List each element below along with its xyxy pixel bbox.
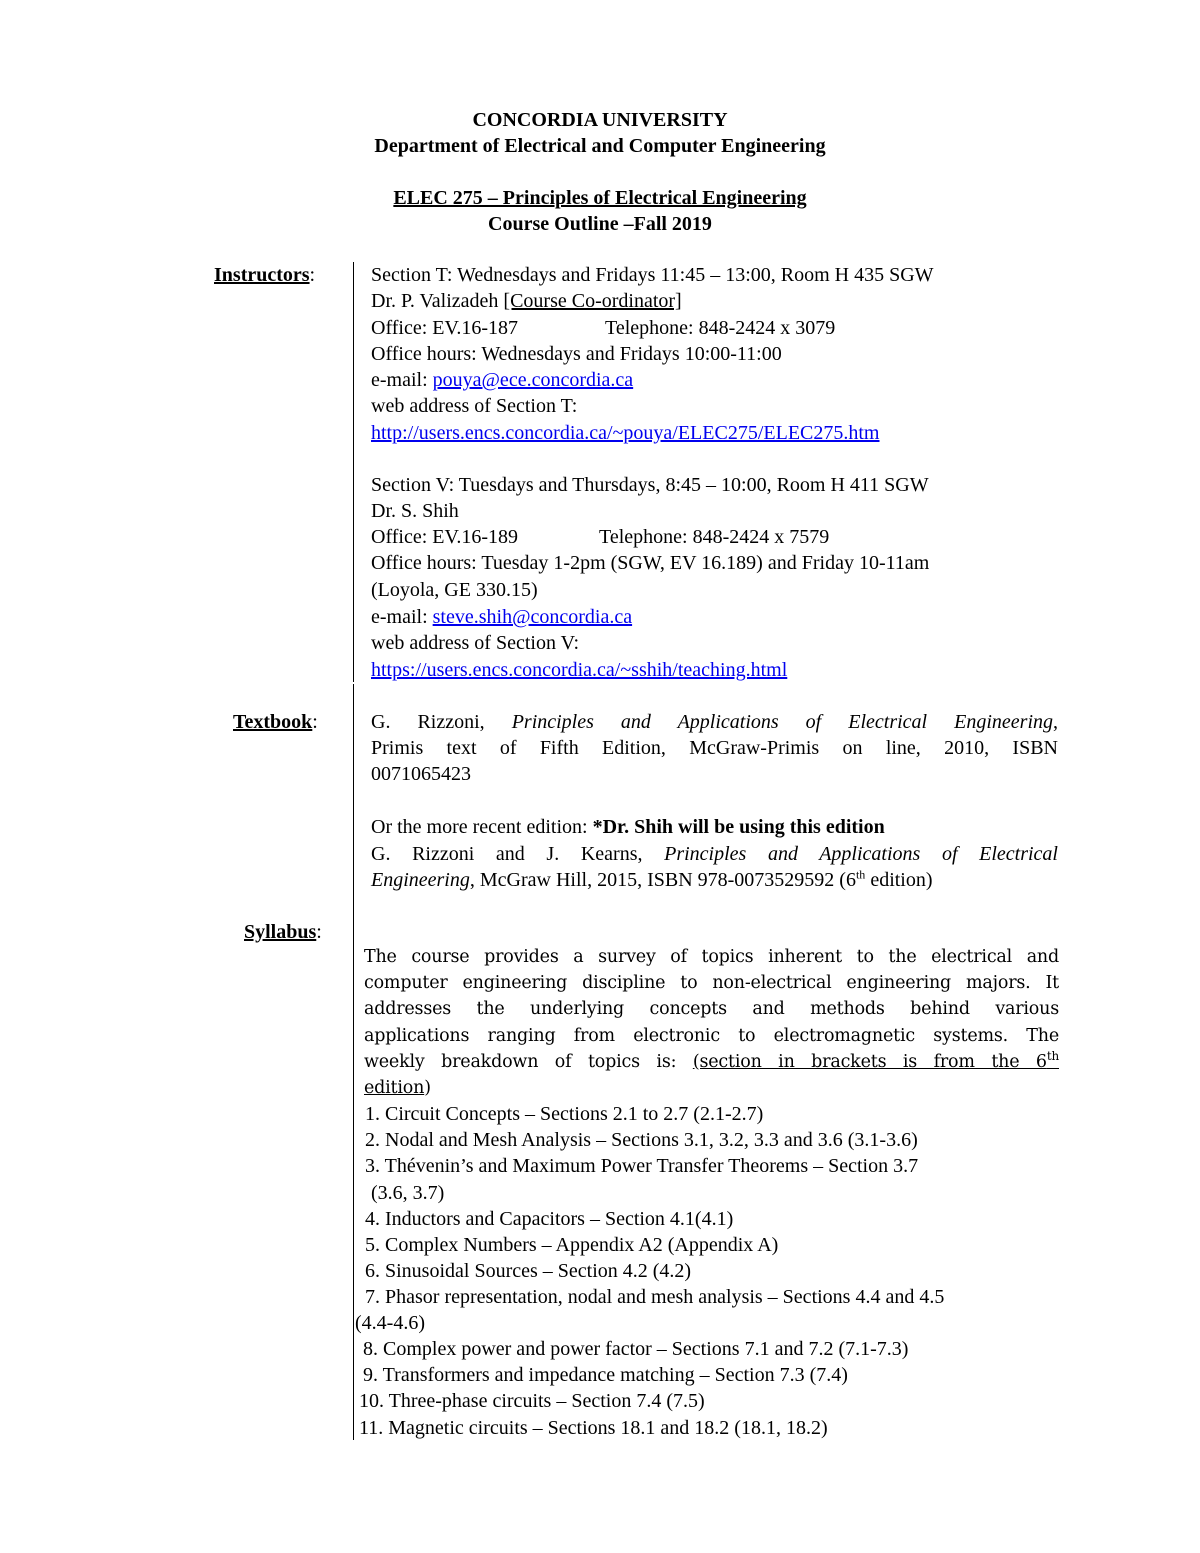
course-title: ELEC 275 – Principles of Electrical Engineering	[393, 187, 807, 209]
section-v-email-link[interactable]: steve.shih@concordia.ca	[432, 606, 633, 628]
syllabus-topic: 9. Transformers and impedance matching – Section 7.3 (7.4)	[363, 1364, 848, 1386]
section-v-office-hours-location: (Loyola, GE 330.15)	[371, 579, 538, 601]
syllabus-topic-continuation: (4.4-4.6)	[355, 1312, 425, 1334]
section-t-web-label: web address of Section T:	[371, 395, 578, 417]
section-v-telephone: Telephone: 848-2424 x 7579	[599, 526, 830, 548]
syllabus-topic: 2. Nodal and Mesh Analysis – Sections 3.1, 3.2, 3.3 and 3.6 (3.1-3.6)	[365, 1129, 918, 1151]
syllabus-topic: 5. Complex Numbers – Appendix A2 (Appendix A)	[365, 1234, 779, 1256]
textbook-alternative-intro: Or the more recent edition: *Dr. Shih will be using this edition	[371, 816, 885, 838]
syllabus-topic-continuation: (3.6, 3.7)	[371, 1182, 445, 1204]
section-v-schedule: Section V: Tuesdays and Thursdays, 8:45 – 10:00, Room H 411 SGW	[371, 474, 929, 496]
syllabus-topic: 4. Inductors and Capacitors – Section 4.1(4.1)	[365, 1208, 734, 1230]
university-name: CONCORDIA UNIVERSITY	[472, 109, 728, 131]
textbook-alternative: G. Rizzoni and J. Kearns, Principles and Applications of Electrical Engineering, McGraw Hill, 2015, ISBN 978-0073529592 (6th edition)	[371, 843, 1058, 892]
section-t-office: Office: EV.16-187	[371, 317, 519, 339]
content-divider	[353, 684, 354, 1440]
syllabus-topic: 6. Sinusoidal Sources – Section 4.2 (4.2)	[365, 1260, 692, 1282]
course-coordinator-role: [Course Co-ordinator]	[503, 290, 682, 312]
syllabus-label: Syllabus:	[244, 921, 322, 943]
textbook-label: Textbook:	[233, 711, 318, 733]
section-t-web-link[interactable]: http://users.encs.concordia.ca/~pouya/ELEC275/ELEC275.htm	[371, 422, 880, 444]
section-v-office: Office: EV.16-189	[371, 526, 519, 548]
syllabus-topic: 1. Circuit Concepts – Sections 2.1 to 2.7 (2.1-2.7)	[365, 1103, 764, 1125]
section-t-email-row: e-mail: pouya@ece.concordia.ca	[371, 369, 634, 391]
instructors-label: Instructors:	[214, 264, 316, 286]
section-v-instructor: Dr. S. Shih	[371, 500, 459, 522]
section-t-instructor: Dr. P. Valizadeh [Course Co-ordinator]	[371, 290, 682, 312]
section-t-office-hours: Office hours: Wednesdays and Fridays 10:00-11:00	[371, 343, 782, 365]
course-outline-term: Course Outline –Fall 2019	[488, 213, 712, 235]
section-v-web-label: web address of Section V:	[371, 632, 580, 654]
department-name: Department of Electrical and Computer Engineering	[374, 135, 826, 157]
section-v-email-row: e-mail: steve.shih@concordia.ca	[371, 606, 633, 628]
section-t-email-link[interactable]: pouya@ece.concordia.ca	[432, 369, 634, 391]
syllabus-topic: 10. Three-phase circuits – Section 7.4 (7.5)	[359, 1390, 705, 1412]
syllabus-topic: 7. Phasor representation, nodal and mesh analysis – Sections 4.4 and 4.5	[365, 1286, 945, 1308]
section-t-telephone: Telephone: 848-2424 x 3079	[605, 317, 836, 339]
textbook-edition-note: *Dr. Shih will be using this edition	[592, 816, 885, 838]
syllabus-topic: 3. Thévenin’s and Maximum Power Transfer Theorems – Section 3.7	[365, 1155, 919, 1177]
syllabus-topic: 8. Complex power and power factor – Sections 7.1 and 7.2 (7.1-7.3)	[363, 1338, 909, 1360]
textbook-primary: G. Rizzoni, Principles and Applications of Electrical Engineering, Primis text of Fifth Edition, McGraw-Primis on line, 2010, ISBN 0071065423	[371, 711, 1058, 786]
syllabus-intro: The course provides a survey of topics inherent to the electrical and computer engineering discipline to non-electrical engineering majors. It addresses the underlying concepts and methods behind various applications ranging from electronic to electromagnetic systems. The weekly breakdown of topics is: (section in brackets is from the 6th edition)	[364, 947, 1059, 1099]
section-v-office-hours: Office hours: Tuesday 1-2pm (SGW, EV 16.189) and Friday 10-11am	[371, 552, 930, 574]
instructors-divider	[353, 262, 354, 682]
syllabus-topic: 11. Magnetic circuits – Sections 18.1 and 18.2 (18.1, 18.2)	[359, 1417, 828, 1439]
section-t-schedule: Section T: Wednesdays and Fridays 11:45 – 13:00, Room H 435 SGW	[371, 264, 934, 286]
section-v-web-link[interactable]: https://users.encs.concordia.ca/~sshih/teaching.html	[371, 659, 788, 681]
